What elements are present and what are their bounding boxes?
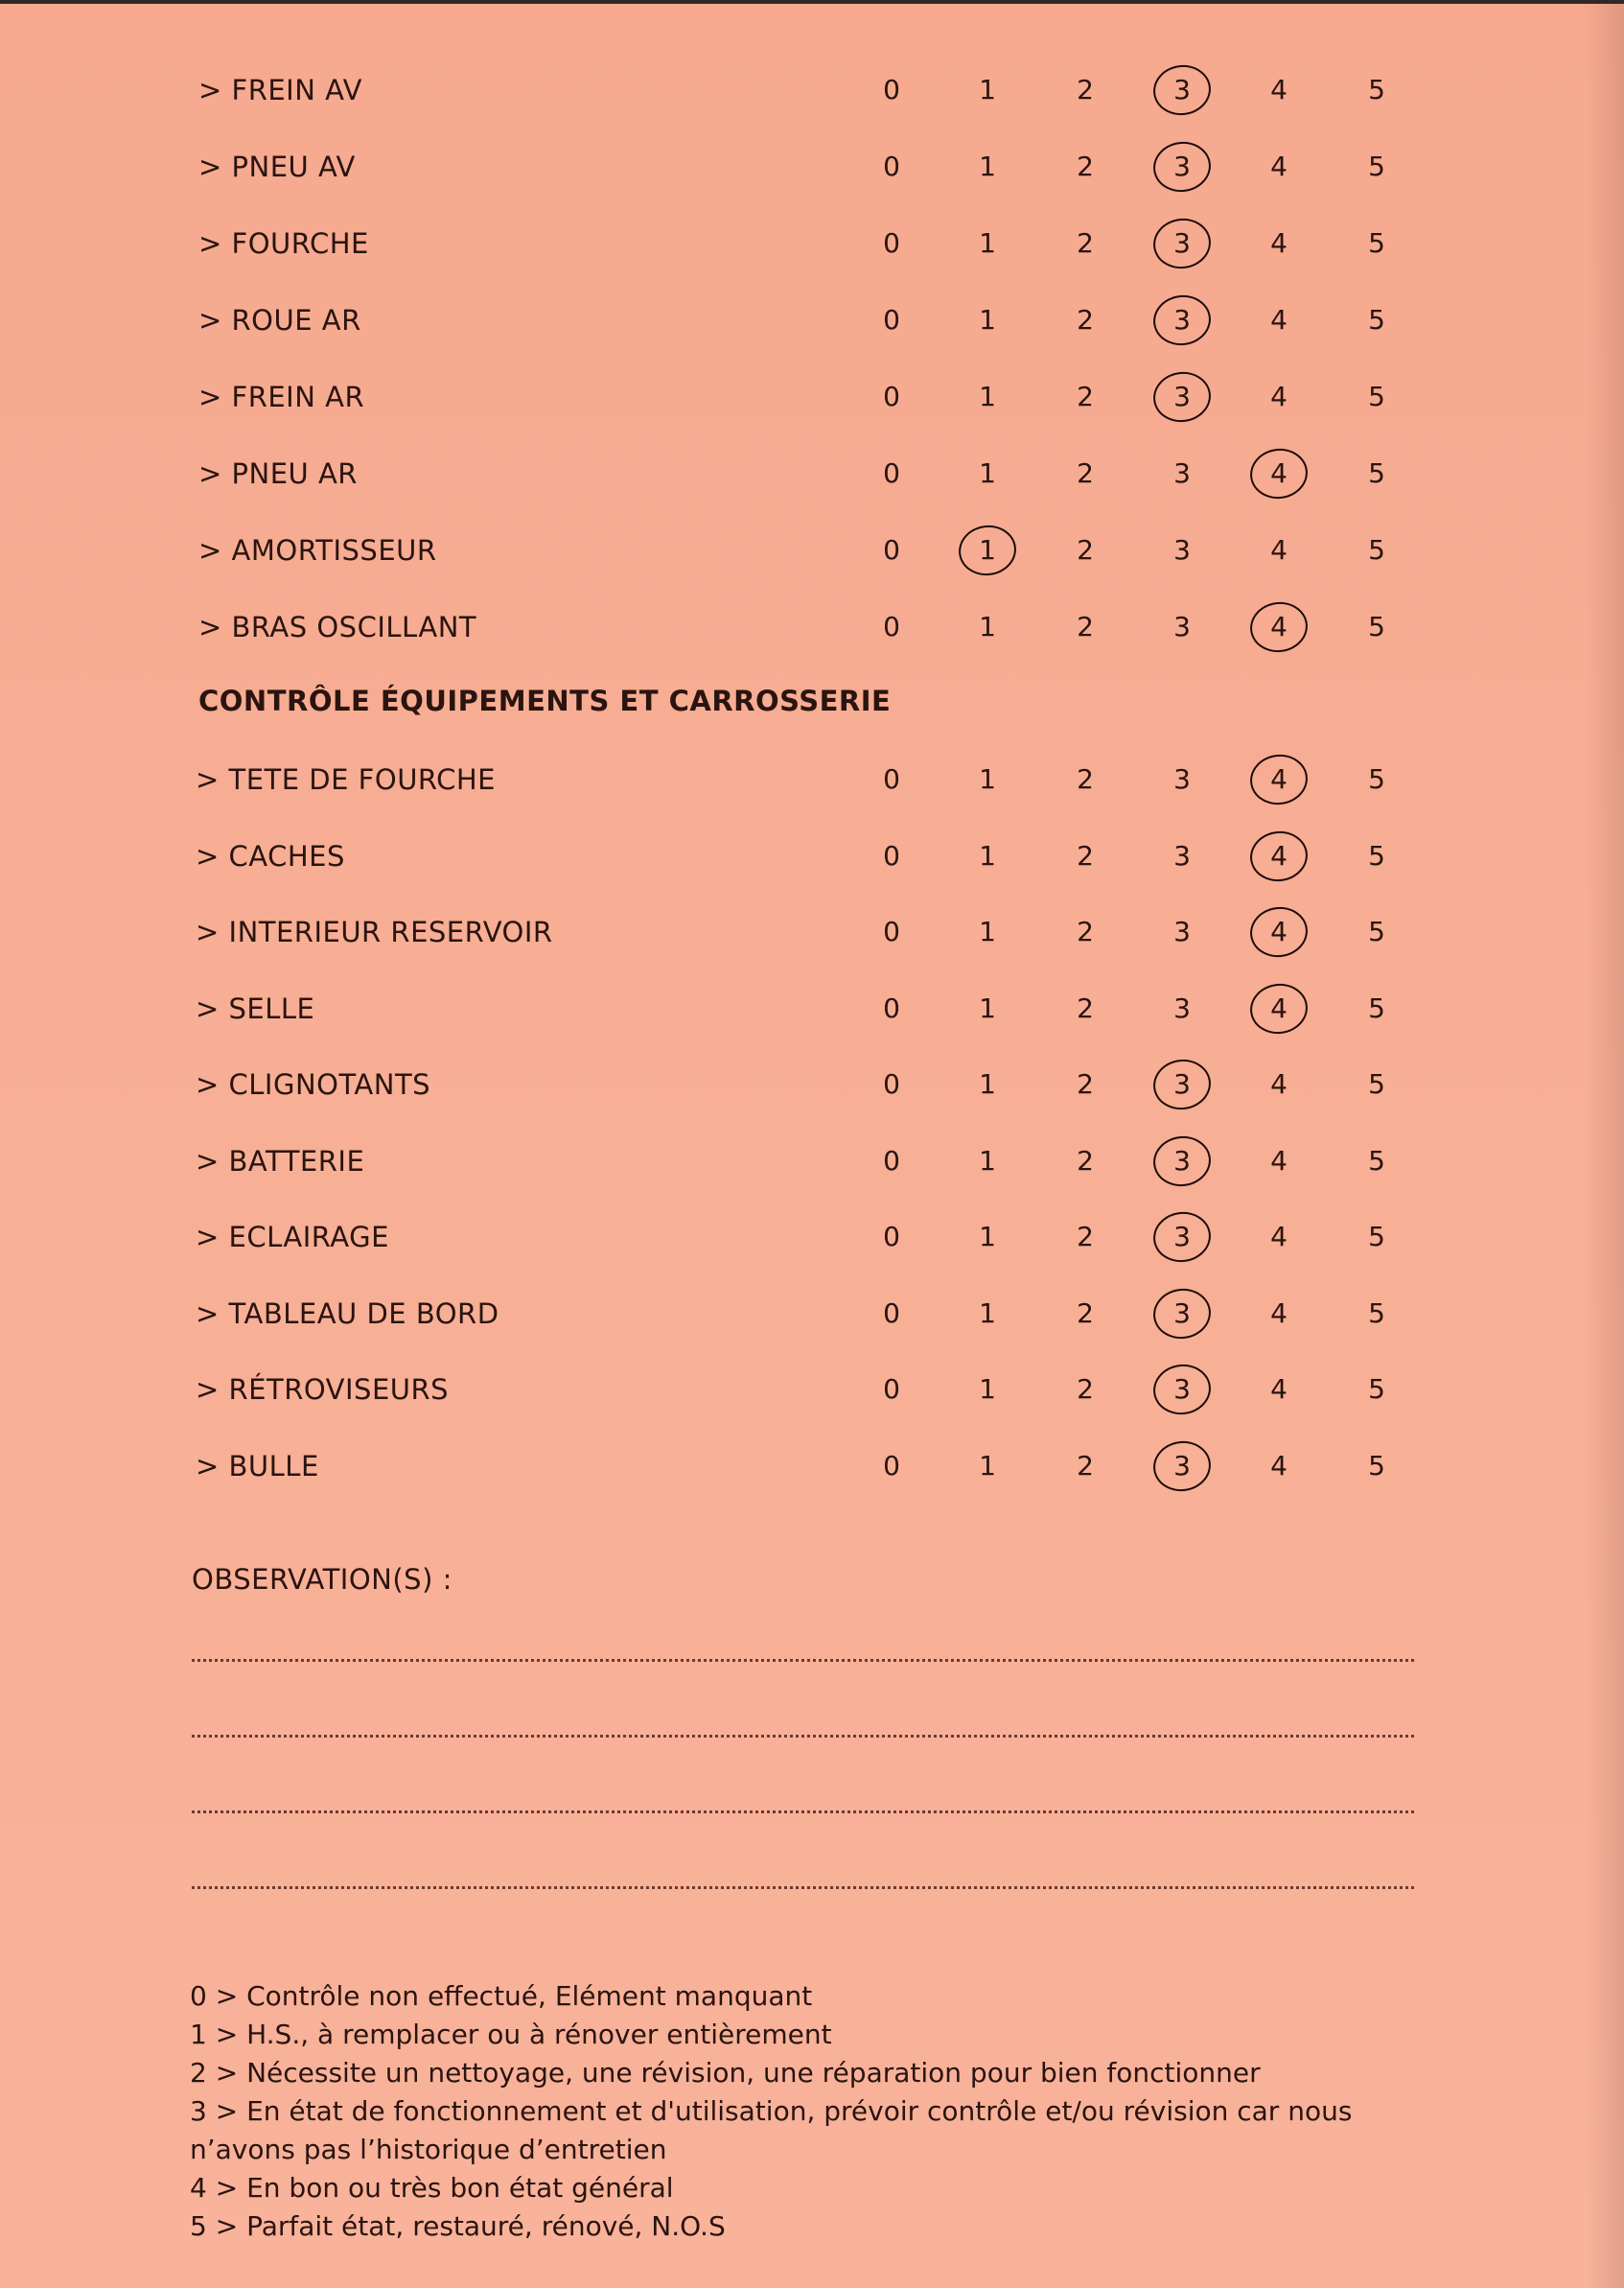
score-option[interactable]: 1 <box>979 457 996 489</box>
score-option[interactable]: 2 <box>1077 304 1094 336</box>
score-option[interactable]: 1 <box>979 1449 996 1482</box>
score-option[interactable]: 4 <box>1270 992 1288 1024</box>
score-option[interactable]: 3 <box>1173 1221 1191 1252</box>
score-option[interactable]: 0 <box>883 1449 900 1482</box>
inspection-row <box>0 760 1624 799</box>
score-option[interactable]: 1 <box>979 1221 996 1252</box>
score-option[interactable]: 4 <box>1270 304 1288 336</box>
score-option[interactable]: 5 <box>1368 1296 1385 1329</box>
score-option[interactable]: 1 <box>979 611 996 642</box>
score-option[interactable]: 3 <box>1173 839 1191 872</box>
score-option[interactable]: 5 <box>1368 304 1385 336</box>
score-option[interactable]: 2 <box>1077 381 1094 412</box>
score-option[interactable]: 2 <box>1077 1068 1094 1100</box>
inspection-row <box>0 1142 1624 1180</box>
score-option[interactable]: 2 <box>1077 992 1094 1024</box>
item-label: > BATTERIE <box>196 1144 365 1178</box>
score-option[interactable]: 1 <box>979 763 996 795</box>
score-option[interactable]: 3 <box>1173 611 1191 642</box>
score-option[interactable]: 1 <box>979 1296 996 1329</box>
score-option[interactable]: 0 <box>883 1221 900 1252</box>
inspection-row <box>0 913 1624 951</box>
score-option[interactable]: 4 <box>1270 1296 1288 1329</box>
score-option[interactable]: 1 <box>979 1068 996 1100</box>
score-option[interactable]: 3 <box>1173 1144 1191 1177</box>
score-option[interactable]: 4 <box>1270 1068 1288 1100</box>
score-option[interactable]: 4 <box>1270 1449 1288 1482</box>
inspection-row <box>0 1295 1624 1333</box>
score-option[interactable]: 3 <box>1173 1449 1191 1482</box>
score-option[interactable]: 3 <box>1173 763 1191 795</box>
score-option[interactable]: 4 <box>1270 611 1288 642</box>
item-label: > RÉTROVISEURS <box>196 1373 450 1406</box>
inspection-row <box>0 1447 1624 1485</box>
item-label: > CLIGNOTANTS <box>196 1068 431 1101</box>
score-option[interactable]: 5 <box>1368 1221 1385 1252</box>
score-option[interactable]: 4 <box>1270 227 1288 259</box>
item-label: > FREIN AV <box>198 74 362 106</box>
score-option[interactable]: 5 <box>1368 611 1385 642</box>
score-option[interactable]: 0 <box>883 1373 900 1405</box>
inspection-sheet <box>0 4 1624 2288</box>
score-option[interactable]: 1 <box>979 74 996 105</box>
observation-line[interactable] <box>192 1810 1414 1813</box>
score-option[interactable]: 3 <box>1173 1373 1191 1405</box>
score-option[interactable]: 5 <box>1368 534 1385 566</box>
legend-item: 2 > Nécessite un nettoyage, une révision, une réparation pour bien fonctionner <box>190 2057 1261 2089</box>
score-option[interactable]: 1 <box>979 839 996 872</box>
item-label: > ECLAIRAGE <box>196 1221 389 1253</box>
score-option[interactable]: 0 <box>883 534 900 566</box>
score-option[interactable]: 3 <box>1173 534 1191 566</box>
score-option[interactable]: 5 <box>1368 381 1385 412</box>
score-option[interactable]: 2 <box>1077 227 1094 259</box>
score-option[interactable]: 3 <box>1173 1068 1191 1100</box>
score-option[interactable]: 5 <box>1368 457 1385 489</box>
legend-item: 4 > En bon ou très bon état général <box>190 2172 674 2204</box>
score-option[interactable]: 1 <box>979 227 996 259</box>
score-option[interactable]: 5 <box>1368 992 1385 1024</box>
score-option[interactable]: 0 <box>883 992 900 1024</box>
score-option[interactable]: 0 <box>883 611 900 642</box>
score-option[interactable]: 3 <box>1173 992 1191 1024</box>
score-option[interactable]: 4 <box>1270 916 1288 947</box>
score-option[interactable]: 4 <box>1270 381 1288 412</box>
inspection-row <box>0 1218 1624 1256</box>
inspection-row <box>0 1065 1624 1104</box>
score-option[interactable]: 0 <box>883 839 900 872</box>
rating-legend <box>190 1977 1427 2246</box>
score-option[interactable]: 2 <box>1077 839 1094 872</box>
score-option[interactable]: 0 <box>883 304 900 336</box>
score-option[interactable]: 2 <box>1077 1449 1094 1482</box>
score-option[interactable]: 4 <box>1270 1221 1288 1252</box>
item-label: > CACHES <box>196 839 345 873</box>
item-label: > TABLEAU DE BORD <box>196 1296 499 1330</box>
score-option[interactable]: 2 <box>1077 1144 1094 1177</box>
score-option[interactable]: 4 <box>1270 74 1288 105</box>
score-option[interactable]: 2 <box>1077 1221 1094 1252</box>
item-label: > AMORTISSEUR <box>198 534 437 567</box>
score-option[interactable]: 0 <box>883 151 900 182</box>
score-option[interactable]: 4 <box>1270 1144 1288 1177</box>
score-option[interactable]: 2 <box>1077 457 1094 489</box>
inspection-row <box>0 148 1624 186</box>
score-option[interactable]: 3 <box>1173 74 1191 105</box>
item-label: > SELLE <box>196 992 315 1025</box>
score-option[interactable]: 0 <box>883 1068 900 1100</box>
score-option[interactable]: 2 <box>1077 74 1094 105</box>
score-option[interactable]: 3 <box>1173 381 1191 412</box>
score-option[interactable]: 0 <box>883 457 900 489</box>
score-option[interactable]: 5 <box>1368 1068 1385 1100</box>
score-option[interactable]: 3 <box>1173 457 1191 489</box>
item-label: > BULLE <box>196 1449 319 1483</box>
score-option[interactable]: 5 <box>1368 839 1385 872</box>
score-option[interactable]: 5 <box>1368 1144 1385 1177</box>
score-option[interactable]: 5 <box>1368 151 1385 182</box>
inspection-row <box>0 531 1624 570</box>
score-option[interactable]: 5 <box>1368 1449 1385 1482</box>
score-option[interactable]: 3 <box>1173 151 1191 182</box>
observation-line[interactable] <box>192 1659 1414 1662</box>
item-label: > TETE DE FOURCHE <box>196 763 496 796</box>
score-option[interactable]: 4 <box>1270 1373 1288 1405</box>
score-option[interactable]: 4 <box>1270 457 1288 489</box>
score-option[interactable]: 2 <box>1077 611 1094 642</box>
score-option[interactable]: 0 <box>883 1144 900 1177</box>
inspection-row <box>0 301 1624 339</box>
score-option[interactable]: 5 <box>1368 1373 1385 1405</box>
score-option[interactable]: 1 <box>979 1373 996 1405</box>
score-option[interactable]: 0 <box>883 1296 900 1329</box>
score-option[interactable]: 1 <box>979 381 996 412</box>
score-option[interactable]: 2 <box>1077 534 1094 566</box>
score-option[interactable]: 0 <box>883 916 900 947</box>
score-option[interactable]: 3 <box>1173 1296 1191 1329</box>
score-option[interactable]: 5 <box>1368 763 1385 795</box>
item-label: > PNEU AV <box>198 151 356 183</box>
score-option[interactable]: 2 <box>1077 1373 1094 1405</box>
legend-item: 0 > Contrôle non effectué, Elément manquant <box>190 1980 813 2012</box>
score-option[interactable]: 4 <box>1270 151 1288 182</box>
score-option[interactable]: 0 <box>883 381 900 412</box>
score-option[interactable]: 0 <box>883 227 900 259</box>
score-option[interactable]: 1 <box>979 992 996 1024</box>
inspection-row <box>0 455 1624 493</box>
score-option[interactable]: 5 <box>1368 227 1385 259</box>
score-option[interactable]: 2 <box>1077 916 1094 947</box>
inspection-row <box>0 71 1624 109</box>
inspection-row <box>0 608 1624 646</box>
score-option[interactable]: 4 <box>1270 839 1288 872</box>
score-option[interactable]: 1 <box>979 916 996 947</box>
inspection-row <box>0 378 1624 416</box>
score-option[interactable]: 1 <box>979 534 996 566</box>
item-label: > INTERIEUR RESERVOIR <box>196 916 553 948</box>
score-option[interactable]: 5 <box>1368 74 1385 105</box>
inspection-row <box>0 1370 1624 1409</box>
score-option[interactable]: 5 <box>1368 916 1385 947</box>
score-option[interactable]: 4 <box>1270 534 1288 566</box>
score-option[interactable]: 4 <box>1270 763 1288 795</box>
item-label: > PNEU AR <box>198 457 358 490</box>
score-option[interactable]: 3 <box>1173 227 1191 259</box>
item-label: > ROUE AR <box>198 304 361 337</box>
legend-item: 5 > Parfait état, restauré, rénové, N.O.S <box>190 2210 726 2242</box>
inspection-row <box>0 837 1624 876</box>
score-option[interactable]: 2 <box>1077 763 1094 795</box>
item-label: > FOURCHE <box>198 227 369 260</box>
legend-item: 3 > En état de fonctionnement et d'utilisation, prévoir contrôle et/ou révision car nous n’avons pas l’historique d’entretien <box>190 2095 1353 2165</box>
item-label: > FREIN AR <box>198 381 365 413</box>
score-option[interactable]: 1 <box>979 151 996 182</box>
section-title: CONTRÔLE ÉQUIPEMENTS ET CARROSSERIE <box>198 685 892 717</box>
inspection-row <box>0 224 1624 263</box>
item-label: > BRAS OSCILLANT <box>198 611 477 643</box>
score-option[interactable]: 1 <box>979 304 996 336</box>
score-option[interactable]: 0 <box>883 763 900 795</box>
score-option[interactable]: 2 <box>1077 1296 1094 1329</box>
observation-line[interactable] <box>192 1886 1414 1889</box>
score-option[interactable]: 1 <box>979 1144 996 1177</box>
score-option[interactable]: 2 <box>1077 151 1094 182</box>
legend-item: 1 > H.S., à remplacer ou à rénover entièrement <box>190 2019 832 2050</box>
observation-line[interactable] <box>192 1735 1414 1738</box>
inspection-row <box>0 990 1624 1028</box>
score-option[interactable]: 3 <box>1173 304 1191 336</box>
score-option[interactable]: 0 <box>883 74 900 105</box>
observations-label: OBSERVATION(S) : <box>192 1563 452 1596</box>
score-option[interactable]: 3 <box>1173 916 1191 947</box>
